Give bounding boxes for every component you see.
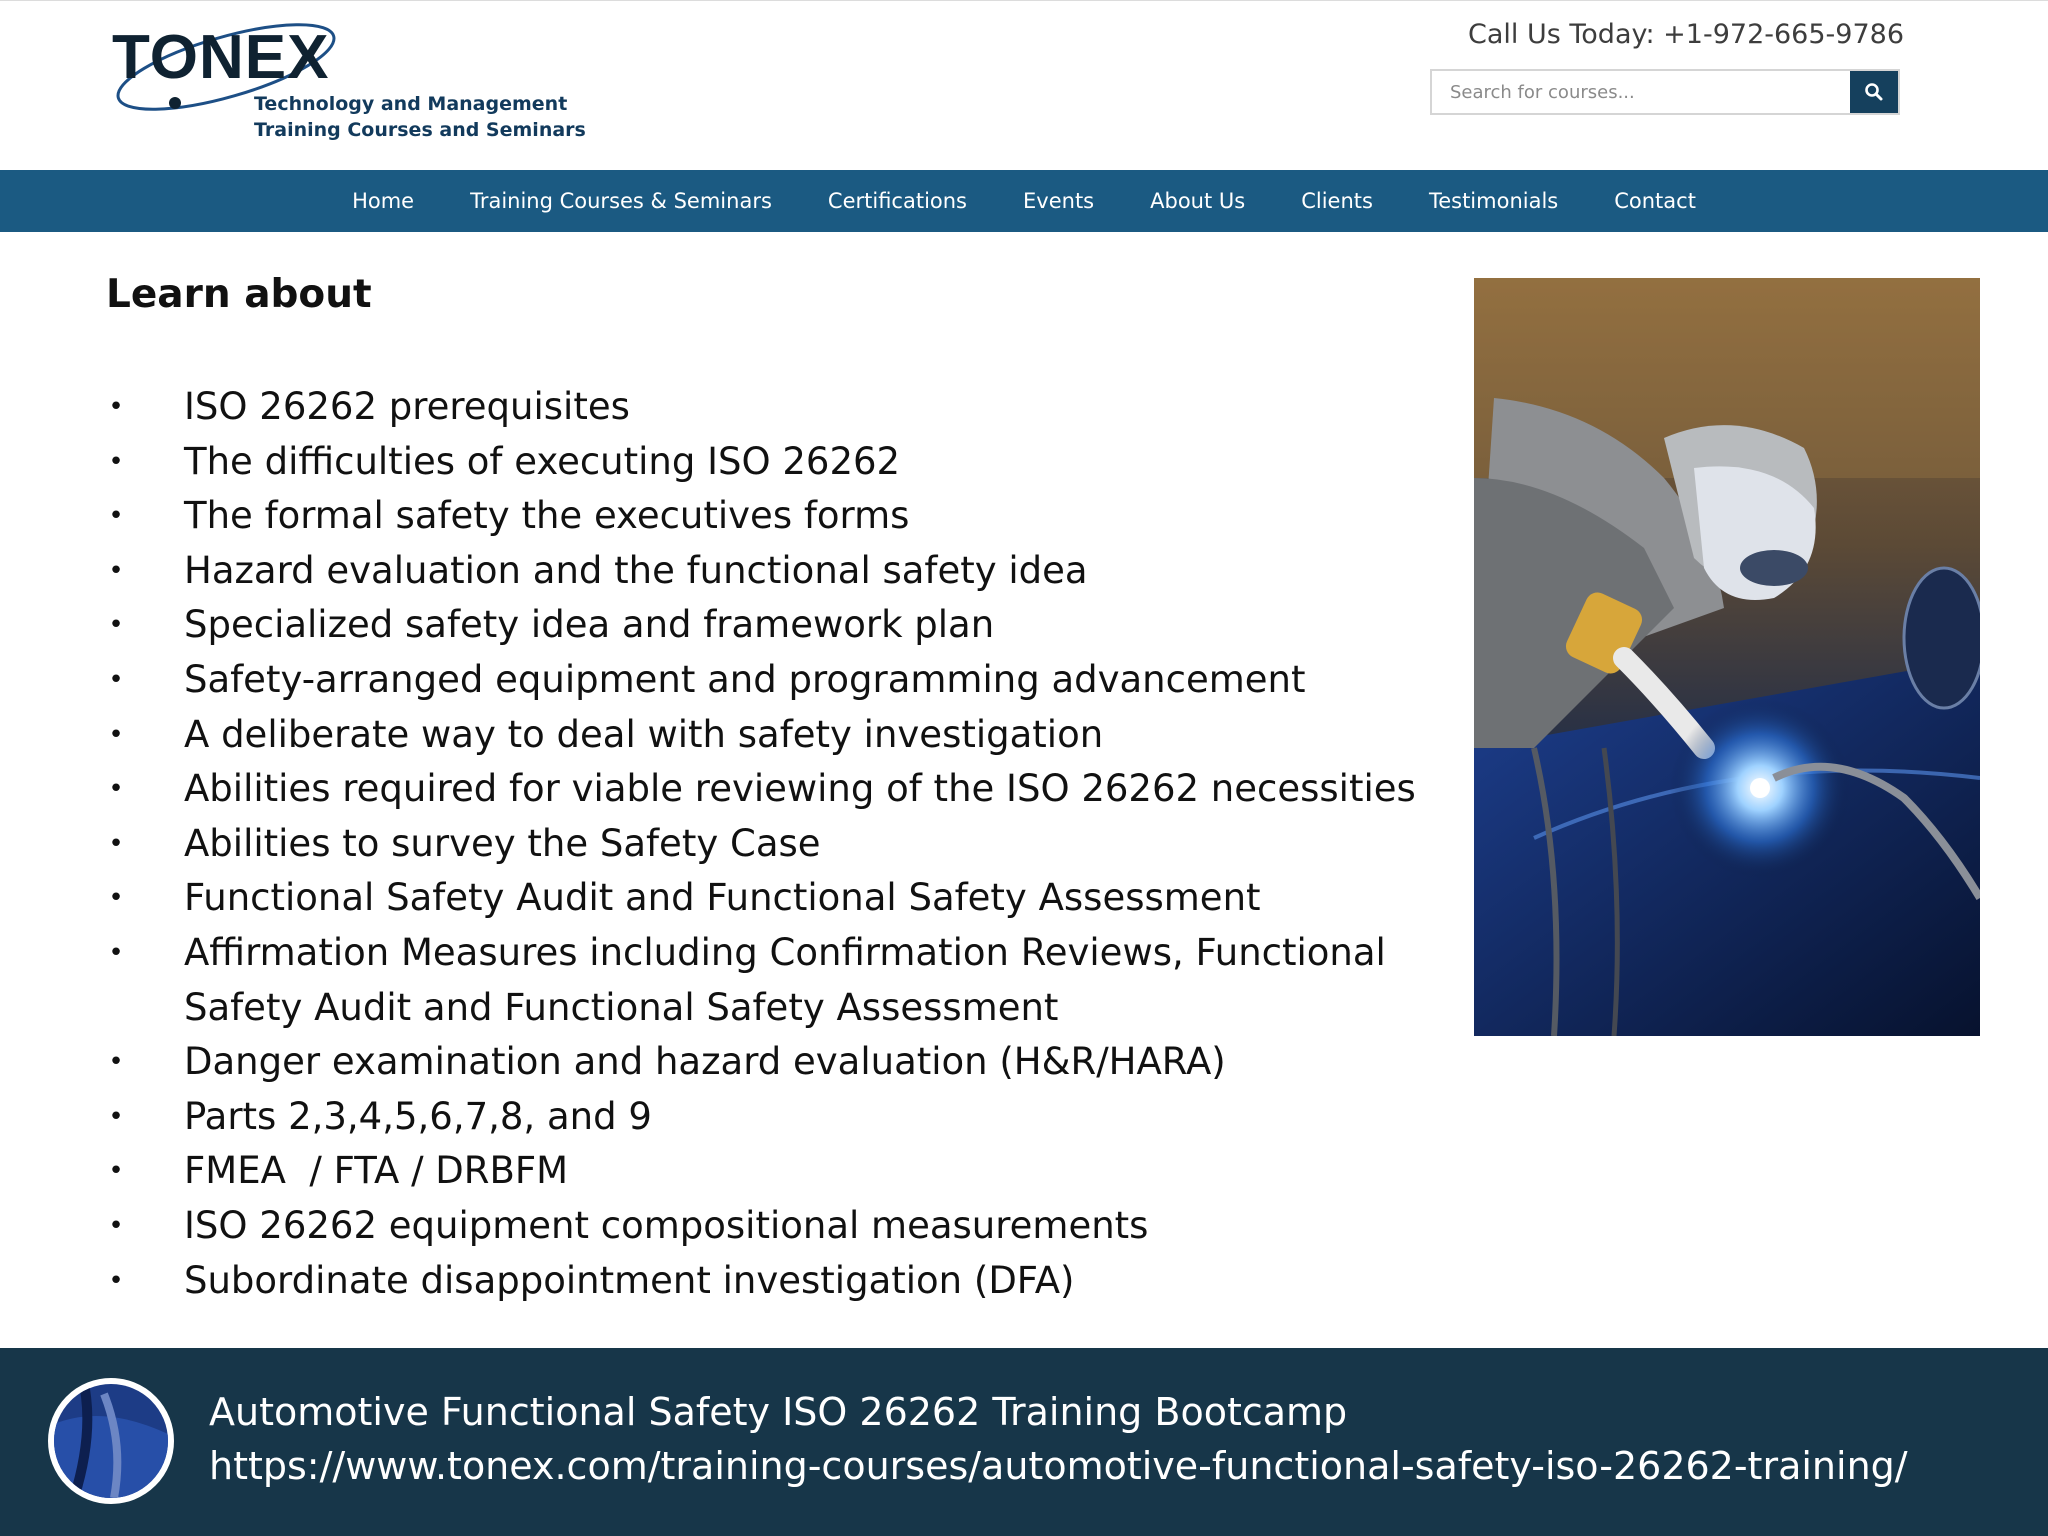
bullet-icon: • <box>108 937 124 968</box>
site-header <box>0 0 2048 170</box>
list-item <box>106 1254 1446 1309</box>
nav-item-events[interactable]: Events <box>1023 189 1095 213</box>
bullet-icon: • <box>108 1047 124 1078</box>
list-item-text: Specialized safety idea and framework plan <box>184 603 995 647</box>
list-item-text: The formal safety the executives forms <box>184 494 910 538</box>
list-item <box>106 817 1446 872</box>
list-item-text: Hazard evaluation and the functional safety idea <box>184 548 1088 592</box>
bullet-icon: • <box>108 828 124 859</box>
list-item-text: Functional Safety Audit and Functional Safety Assessment <box>184 876 1261 920</box>
list-item <box>106 653 1446 708</box>
list-item <box>106 598 1446 653</box>
bullet-icon: • <box>108 664 124 695</box>
nav-item-home[interactable]: Home <box>352 189 415 213</box>
search-icon <box>1864 82 1884 102</box>
logo-tagline-2: Training Courses and Seminars <box>254 119 586 141</box>
nav-item-clients[interactable]: Clients <box>1301 189 1373 213</box>
welder-photo <box>1474 278 1980 1036</box>
nav-item-contact[interactable]: Contact <box>1614 189 1696 213</box>
list-item <box>106 544 1446 599</box>
list-item-text: Affirmation Measures including Confirmation Reviews, Functional Safety Audit and Functional Safety Assessment <box>184 930 1386 1029</box>
bullet-icon: • <box>108 446 124 477</box>
list-item-text: ISO 26262 equipment compositional measurements <box>184 1203 1149 1247</box>
list-item-text: Abilities to survey the Safety Case <box>184 821 821 865</box>
bullet-icon: • <box>108 883 124 914</box>
list-item-text: Subordinate disappointment investigation (DFA) <box>184 1258 1075 1302</box>
bullet-icon: • <box>108 501 124 532</box>
list-item <box>106 489 1446 544</box>
list-item <box>106 762 1446 817</box>
nav-item-about-us[interactable]: About Us <box>1150 189 1246 213</box>
tonex-logo[interactable] <box>108 9 586 159</box>
bullet-icon: • <box>108 1210 124 1241</box>
logo-tagline-1: Technology and Management <box>254 93 568 115</box>
bullet-icon: • <box>108 774 124 805</box>
nav-item-training-courses[interactable]: Training Courses & Seminars <box>470 189 772 213</box>
bullet-icon: • <box>108 1101 124 1132</box>
list-item-text: A deliberate way to deal with safety investigation <box>184 712 1104 756</box>
search-input[interactable] <box>1432 71 1850 113</box>
nav-item-testimonials[interactable]: Testimonials <box>1428 189 1559 213</box>
list-item <box>106 435 1446 490</box>
logo-wordmark: TONEX <box>112 23 330 92</box>
search-button[interactable] <box>1850 71 1898 113</box>
list-item-text: Safety-arranged equipment and programming advancement <box>184 657 1306 701</box>
call-us-phone[interactable]: Call Us Today: +1-972-665-9786 <box>1467 19 1904 50</box>
list-item-text: Danger examination and hazard evaluation (H&R/HARA) <box>184 1040 1226 1084</box>
list-item-text: Abilities required for viable reviewing of the ISO 26262 necessities <box>184 767 1416 811</box>
list-item <box>106 1144 1446 1199</box>
bullet-icon: • <box>108 392 124 422</box>
list-item <box>106 1090 1446 1145</box>
footer-thumbnail <box>48 1378 174 1504</box>
list-item-text: FMEA / FTA / DRBFM <box>184 1149 569 1193</box>
list-item <box>106 1199 1446 1254</box>
bullet-icon: • <box>108 719 124 750</box>
bullet-icon: • <box>108 1156 124 1187</box>
bullet-icon: • <box>108 555 124 586</box>
footer-bar <box>0 1348 2048 1536</box>
list-item-text: Parts 2,3,4,5,6,7,8, and 9 <box>184 1094 652 1138</box>
main-nav <box>0 170 2048 232</box>
bullet-icon: • <box>108 610 124 641</box>
welder-photo-image <box>1474 278 1980 1036</box>
footer-thumbnail-image <box>54 1384 168 1498</box>
footer-course-title: Automotive Functional Safety ISO 26262 Training Bootcamp <box>209 1390 1348 1434</box>
search-box <box>1430 69 1900 115</box>
list-item-text: The difficulties of executing ISO 26262 <box>184 439 901 483</box>
list-item <box>106 1035 1446 1090</box>
list-item <box>106 708 1446 763</box>
list-item-text: ISO 26262 prerequisites <box>184 385 630 428</box>
list-item <box>106 926 1446 1035</box>
list-item <box>106 871 1446 926</box>
footer-course-url[interactable]: https://www.tonex.com/training-courses/automotive-functional-safety-iso-26262-training/ <box>209 1444 1908 1488</box>
list-item <box>106 380 1446 435</box>
topic-list <box>106 380 1446 1308</box>
bullet-icon: • <box>108 1265 124 1296</box>
nav-item-certifications[interactable]: Certifications <box>827 189 968 213</box>
page-heading: Learn about <box>106 272 372 317</box>
